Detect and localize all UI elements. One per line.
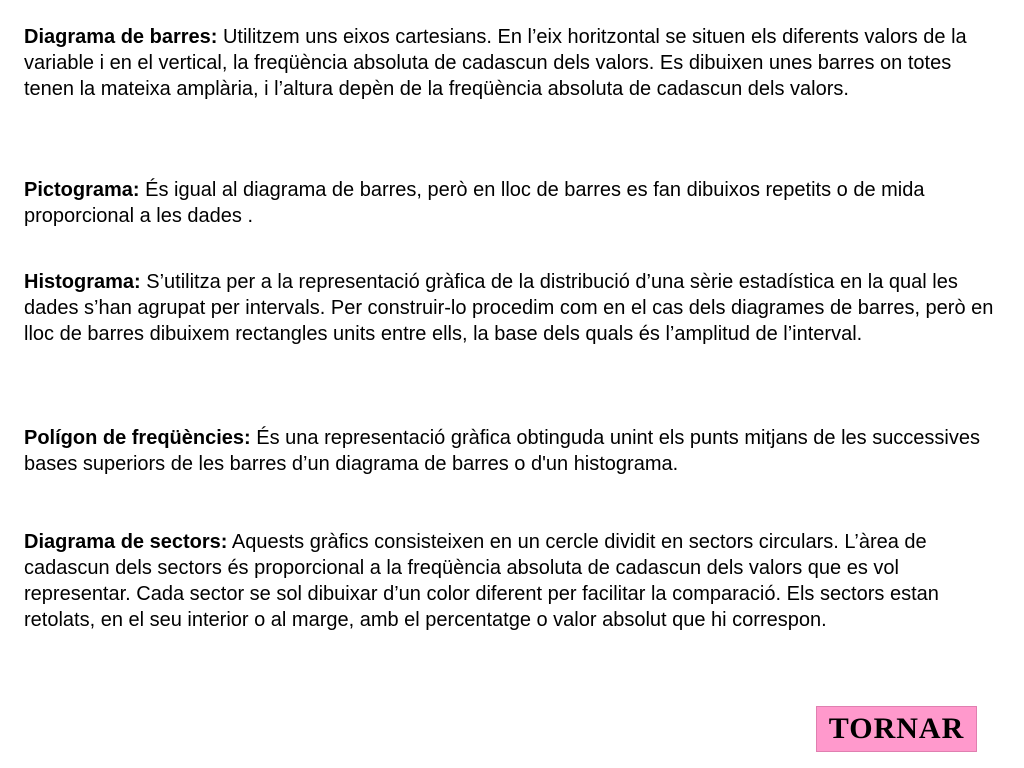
definition-pie-chart: [24, 529, 1004, 633]
definition-term: Diagrama de barres:: [24, 26, 218, 48]
definition-term: Histograma:: [24, 271, 141, 293]
definition-histogram: [24, 269, 1004, 347]
definition-pictogram: [24, 177, 1004, 229]
definition-term: Diagrama de sectors:: [24, 531, 228, 553]
definition-bar-chart: [24, 24, 1004, 102]
definition-text: S’utilitza per a la representació gràfica de la distribució d’una sèrie estadística en la qual les dades s’han agrupat per intervals. Per construir-lo procedim com en el cas dels diagrames de barres, però en lloc de barres dibuixem rectangles units entre ells, la base dels quals és l’amplitud de l’interval.: [24, 271, 994, 345]
return-button[interactable]: TORNAR: [816, 706, 977, 752]
definition-text: És igual al diagrama de barres, però en lloc de barres es fan dibuixos repetits o de mida proporcional a les dades .: [24, 179, 925, 227]
definition-frequency-polygon: [24, 425, 1004, 477]
definition-term: Polígon de freqüències:: [24, 427, 251, 449]
definition-text: És una representació gràfica obtinguda unint els punts mitjans de les successives bases superiors de les barres d’un diagrama de barres o d'un histograma.: [24, 427, 980, 475]
definition-text: Utilitzem uns eixos cartesians. En l’eix horitzontal se situen els diferents valors de la variable i en el vertical, la freqüència absoluta de cadascun dels valors. Es dibuixen unes barres on totes tenen la mateixa amplària, i l’altura depèn de la freqüència absoluta de cadascun dels valors.: [24, 26, 967, 100]
definition-term: Pictograma:: [24, 179, 140, 201]
definition-text: Aquests gràfics consisteixen en un cercle dividit en sectors circulars. L’àrea de cadascun dels sectors és proporcional a la freqüència absoluta de cadascun dels valors que es vol representar. Cada sector se sol dibuixar d’un color diferent per facilitar la comparació. Els sectors estan retolats, en el seu interior o al marge, amb el percentatge o valor absolut que hi correspon.: [24, 531, 939, 631]
